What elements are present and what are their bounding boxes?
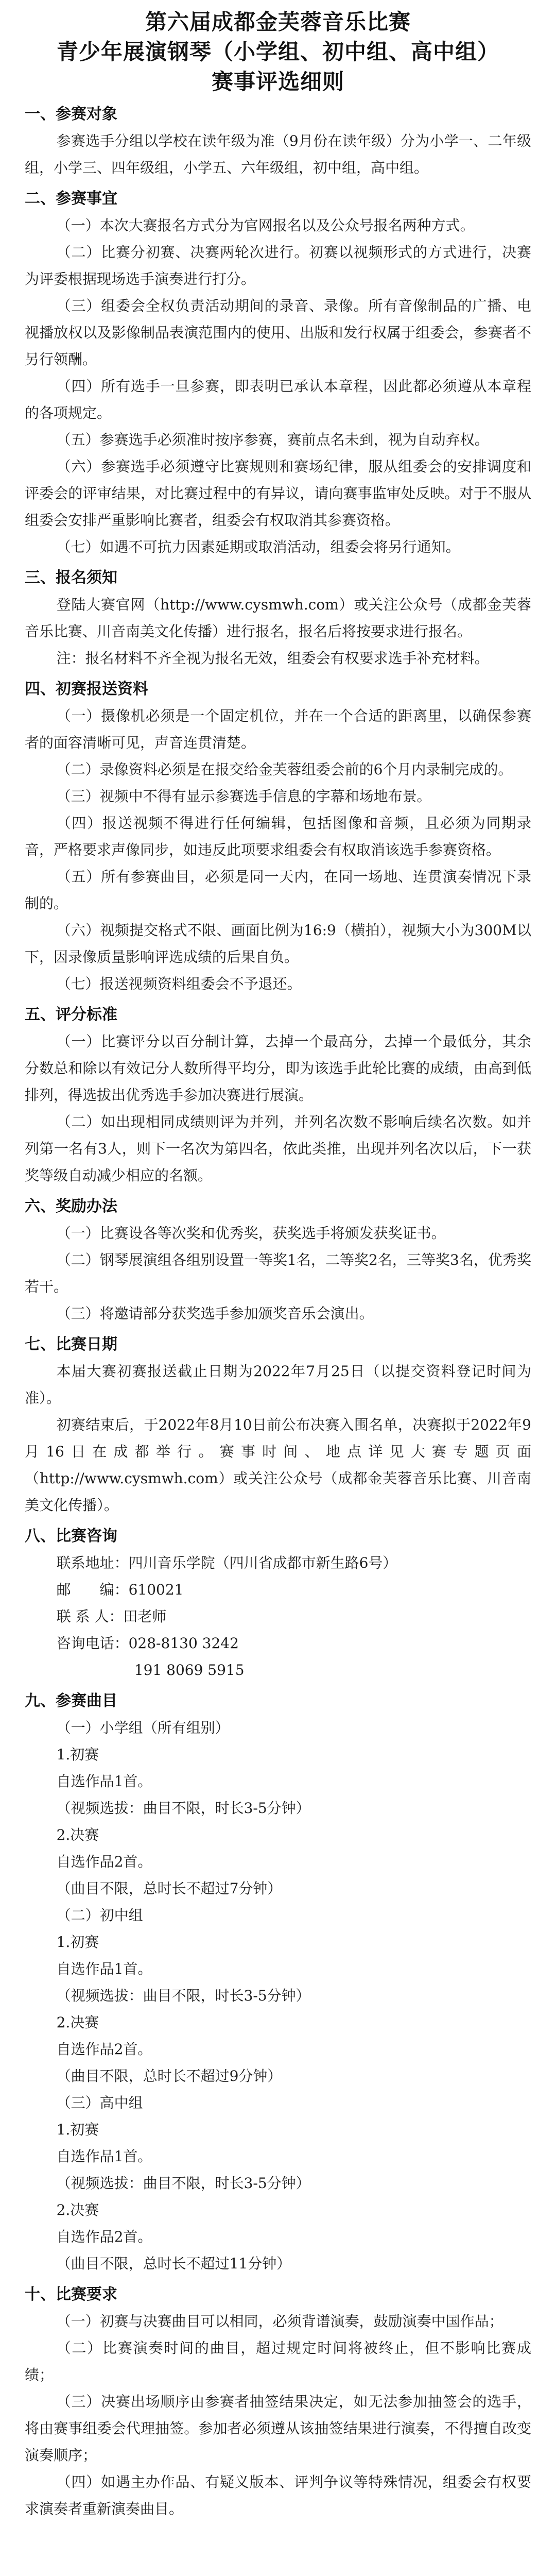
- section-paragraph: （一）小学组（所有组别）: [56, 1719, 230, 1736]
- section-paragraph: （三）视频中不得有显示参赛选手信息的字幕和场地布景。: [56, 788, 431, 805]
- section-paragraph: （六）视频提交格式不限、画面比例为16:9（横拍），视频大小为300M以下，因录像质量影响评选成绩的后果自负。: [25, 922, 531, 965]
- section-paragraph: （一）比赛设各等次奖和优秀奖，获奖选手将颁发获奖证书。: [56, 1225, 446, 1242]
- section-paragraph: （五）参赛选手必须准时按序参赛，赛前点名未到，视为自动弃权。: [56, 431, 489, 448]
- section-heading: 十、比赛要求: [25, 2285, 117, 2303]
- section-heading: 八、比赛咨询: [25, 1527, 117, 1545]
- section-paragraph: 自选作品1首。: [56, 1773, 152, 1790]
- section-paragraph: 191 8069 5915: [134, 1662, 245, 1679]
- section-paragraph: （三）决赛出场顺序由参赛者抽签结果决定，如无法参加抽签会的选手，将由赛事组委会代理抽签。参加者必须遵从该抽签结果进行演奏，不得擅自改变演奏顺序；: [25, 2393, 531, 2464]
- section-paragraph: （二）录像资料必须是在报交给金芙蓉组委会前的6个月内录制完成的。: [56, 761, 513, 778]
- section-paragraph: （二）钢琴展演组各组别设置一等奖1名，二等奖2名，三等奖3名，优秀奖若干。: [25, 1251, 531, 1295]
- section-paragraph: （一）比赛评分以百分制计算，去掉一个最高分，去掉一个最低分，其余分数总和除以有效记分人数所得平均分，即为该选手此轮比赛的成绩，由高到低排列，得选拔出优秀选手参加决赛进行展演。: [25, 1033, 531, 1104]
- section-paragraph: 自选作品2首。: [56, 2228, 152, 2245]
- section-paragraph: （四）如遇主办作品、有疑义版本、评判争议等特殊情况，组委会有权要求演奏者重新演奏曲目。: [25, 2473, 531, 2517]
- section-heading: 六、奖励办法: [25, 1197, 117, 1215]
- section-paragraph: （曲目不限，总时长不超过9分钟）: [56, 2067, 282, 2084]
- section-paragraph: （二）初中组: [56, 1907, 143, 1924]
- section-paragraph: （五）所有参赛曲目，必须是同一天内，在同一场地、连贯演奏情况下录制的。: [25, 868, 531, 912]
- section-paragraph: 参赛选手分组以学校在读年级为准（9月份在读年级）分为小学一、二年级组，小学三、四年级组，小学五、六年级组，初中组，高中组。: [25, 132, 531, 176]
- section-paragraph: 自选作品2首。: [56, 2041, 152, 2058]
- section-paragraph: （一）本次大赛报名方式分为官网报名以及公众号报名两种方式。: [56, 217, 475, 234]
- section-paragraph: （一）初赛与决赛曲目可以相同，必须背谱演奏，鼓励演奏中国作品；: [56, 2313, 503, 2330]
- section-paragraph: 自选作品1首。: [56, 1960, 152, 1977]
- section-paragraph: （二）如出现相同成绩则评为并列，并列名次数不影响后续名次数。如并列第一名有3人，则下一名次为第四名，依此类推，出现并列名次以后，下一获奖等级自动减少相应的名额。: [25, 1113, 531, 1184]
- section-paragraph: 2.决赛: [56, 2201, 99, 2218]
- section-heading: 四、初赛报送资料: [25, 680, 148, 698]
- section-paragraph: （二）比赛演奏时间的曲目，超过规定时间将被终止，但不影响比赛成绩；: [25, 2340, 531, 2383]
- section-paragraph: （七）报送视频资料组委会不予退还。: [56, 975, 302, 992]
- section-heading: 七、比赛日期: [25, 1335, 117, 1353]
- section-paragraph: （视频选拔：曲目不限，时长3-5分钟）: [56, 1800, 310, 1817]
- page-title-line: 第六届成都金芙蓉音乐比赛: [145, 9, 411, 35]
- section-paragraph: （四）报送视频不得进行任何编辑，包括图像和音频，且必须为同期录音，严格要求声像同步，如违反此项要求组委会有权取消该选手参赛资格。: [25, 815, 531, 858]
- section-paragraph: （视频选拔：曲目不限，时长3-5分钟）: [56, 1987, 310, 2004]
- section-paragraph: 注：报名材料不齐全视为报名无效，组委会有权要求选手补充材料。: [56, 650, 489, 667]
- title-block: [25, 7, 531, 97]
- section-paragraph: （四）所有选手一旦参赛，即表明已承认本章程，因此都必须遵从本章程的各项规定。: [25, 378, 531, 421]
- section-heading: 一、参赛对象: [25, 105, 117, 123]
- section-heading: 五、评分标准: [25, 1006, 117, 1024]
- section-paragraph: 邮 编：610021: [56, 1581, 184, 1598]
- document-body: [25, 101, 531, 2522]
- section-paragraph: （一）摄像机必须是一个固定机位，并在一个合适的距离里，以确保参赛者的面容清晰可见，声音连贯清楚。: [25, 707, 531, 751]
- section-paragraph: （七）如遇不可抗力因素延期或取消活动，组委会将另行通知。: [56, 538, 460, 555]
- section-paragraph: 登陆大赛官网（http://www.cysmwh.com）或关注公众号（成都金芙蓉音乐比赛、川音南美文化传播）进行报名，报名后将按要求进行报名。: [25, 596, 531, 640]
- section-paragraph: 自选作品1首。: [56, 2148, 152, 2165]
- section-paragraph: （曲目不限，总时长不超过7分钟）: [56, 1880, 282, 1897]
- section-paragraph: 咨询电话：028-8130 3242: [56, 1635, 239, 1652]
- section-paragraph: （视频选拔：曲目不限，时长3-5分钟）: [56, 2175, 310, 2192]
- section-heading: 九、参赛曲目: [25, 1692, 117, 1710]
- section-paragraph: 1.初赛: [56, 1746, 99, 1763]
- section-paragraph: （三）高中组: [56, 2094, 143, 2111]
- section-paragraph: 联系地址：四川音乐学院（四川省成都市新生路6号）: [56, 1554, 397, 1571]
- section-paragraph: 本届大赛初赛报送截止日期为2022年7月25日（以提交资料登记时间为准）。: [25, 1363, 531, 1406]
- section-paragraph: （三）将邀请部分获奖选手参加颁奖音乐会演出。: [56, 1305, 374, 1322]
- page-title-line: 青少年展演钢琴（小学组、初中组、高中组）: [56, 39, 499, 64]
- page-title-line: 赛事评选细则: [211, 69, 344, 94]
- section-paragraph: （曲目不限，总时长不超过11分钟）: [56, 2255, 291, 2272]
- section-paragraph: （六）参赛选手必须遵守比赛规则和赛场纪律，服从组委会的安排调度和评委会的评审结果，对比赛过程中的有异议，请向赛事监审处反映。对于不服从组委会安排严重影响比赛者，组委会有权取消其参赛资格。: [25, 458, 531, 529]
- section-paragraph: 联 系 人：田老师: [56, 1608, 167, 1625]
- section-paragraph: 2.决赛: [56, 1826, 99, 1843]
- section-paragraph: 2.决赛: [56, 2014, 99, 2031]
- section-paragraph: 自选作品2首。: [56, 1853, 152, 1870]
- section-paragraph: 1.初赛: [56, 1934, 99, 1951]
- section-heading: 三、报名须知: [25, 569, 117, 587]
- section-paragraph: （二）比赛分初赛、决赛两轮次进行。初赛以视频形式的方式进行，决赛为评委根据现场选手演奏进行打分。: [25, 244, 531, 287]
- section-paragraph: 1.初赛: [56, 2121, 99, 2138]
- section-heading: 二、参赛事宜: [25, 190, 117, 208]
- section-paragraph: （三）组委会全权负责活动期间的录音、录像。所有音像制品的广播、电视播放权以及影像制品表演范围内的使用、出版和发行权属于组委会，参赛者不另行领酬。: [25, 297, 531, 368]
- section-paragraph: 初赛结束后，于2022年8月10日前公布决赛入围名单，决赛拟于2022年9月16日在成都举行。赛事时间、地点详见大赛专题页面（http://www.cysmwh.com）或关注公众号（成都金芙蓉音乐比赛、川音南美文化传播）。: [25, 1416, 531, 1514]
